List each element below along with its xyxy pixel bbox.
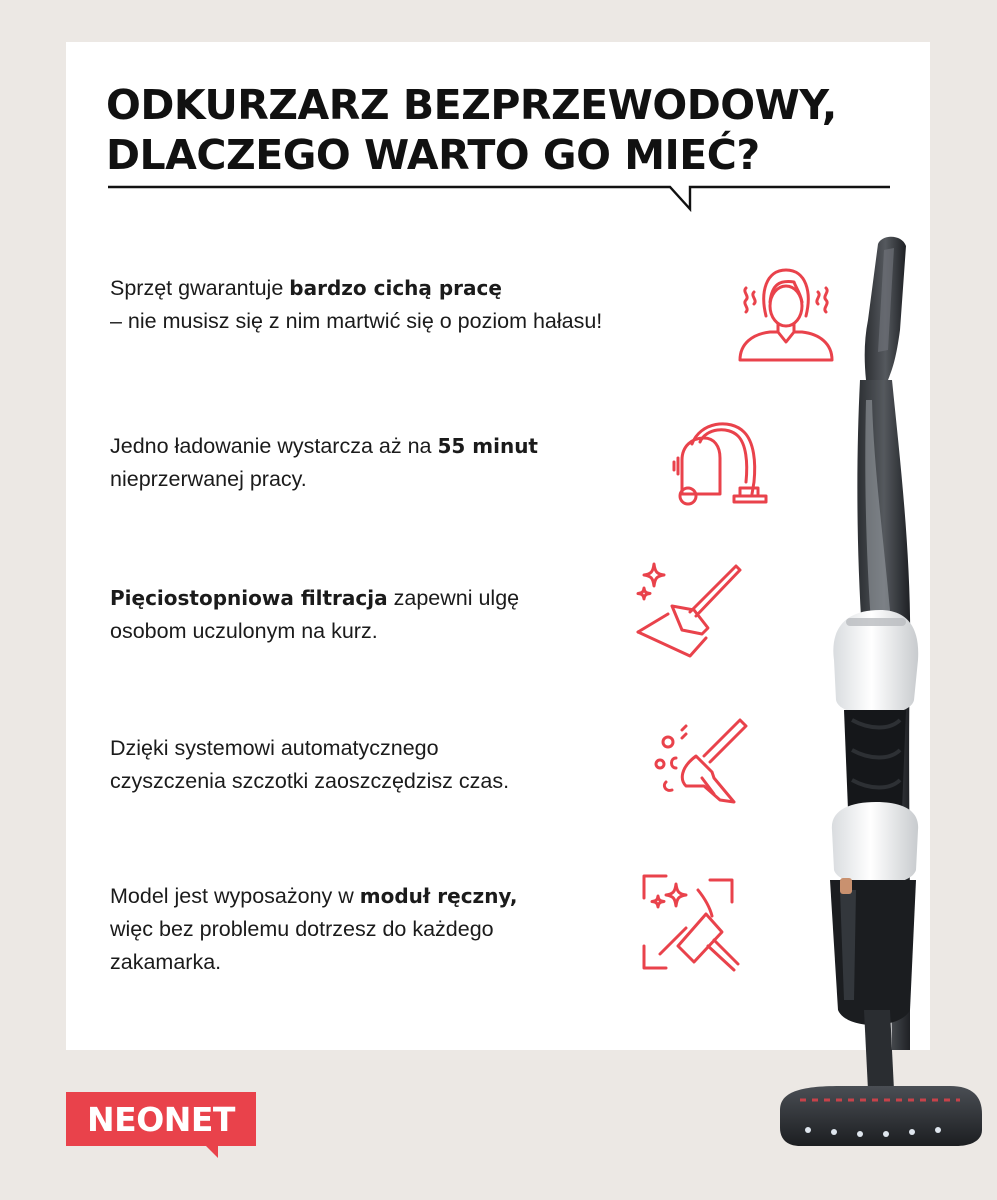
feature-text: zakamarka.: [110, 950, 222, 974]
feature-text-line: [110, 946, 670, 979]
title-line-1: ODKURZARZ BEZPRZEWODOWY,: [106, 81, 837, 129]
feature-text-line: [110, 305, 670, 338]
feature-text: – nie musisz się z nim martwić się o poziom hałasu!: [110, 309, 603, 333]
feature-text-line: [110, 272, 670, 305]
feature-text: Model jest wyposażony w: [110, 884, 360, 908]
feature-text: zapewni ulgę: [387, 586, 520, 610]
feature-text-line: [110, 880, 670, 913]
feature-text: Sprzęt gwarantuje: [110, 276, 290, 300]
feature-text-line: [110, 430, 670, 463]
feature-text: więc bez problemu dotrzesz do każdego: [110, 917, 494, 941]
feature-highlight: bardzo cichą pracę: [289, 276, 502, 300]
feature-text: Dzięki systemowi automatycznego: [110, 736, 439, 760]
feature-filtration: [110, 582, 670, 648]
feature-text-line: [110, 913, 670, 946]
feature-battery-life: [110, 430, 670, 496]
corner-squeegee-icon: [636, 872, 740, 976]
feature-text-line: [110, 463, 670, 496]
canister-vacuum-icon: [670, 412, 770, 512]
feature-highlight: 55 minut: [437, 434, 538, 458]
feature-text: osobom uczulonym na kurz.: [110, 619, 378, 643]
title-line-2: DLACZEGO WARTO GO MIEĆ?: [106, 131, 760, 179]
cordless-vacuum-image: [760, 230, 990, 1150]
feature-quiet-operation: [110, 272, 670, 338]
feature-handheld-module: [110, 880, 670, 979]
feature-brush-cleaning: [110, 732, 670, 798]
broom-dust-icon: [652, 716, 752, 816]
feature-text: Jedno ładowanie wystarcza aż na: [110, 434, 438, 458]
feature-text-line: [110, 732, 670, 765]
neonet-logo: [66, 1092, 256, 1158]
feature-text-line: [110, 615, 670, 648]
speech-bubble-divider: [108, 183, 890, 213]
feature-text: nieprzerwanej pracy.: [110, 467, 307, 491]
feature-highlight: Pięciostopniowa filtracja: [110, 586, 388, 610]
feature-text: czyszczenia szczotki zaoszczędzisz czas.: [110, 769, 510, 793]
feature-highlight: moduł ręczny,: [359, 884, 518, 908]
floor-mop-sparkle-icon: [632, 560, 744, 660]
page-title: [106, 80, 906, 180]
feature-text-line: [110, 765, 670, 798]
brand-name: NEONET: [87, 1099, 235, 1139]
feature-text-line: [110, 582, 670, 615]
